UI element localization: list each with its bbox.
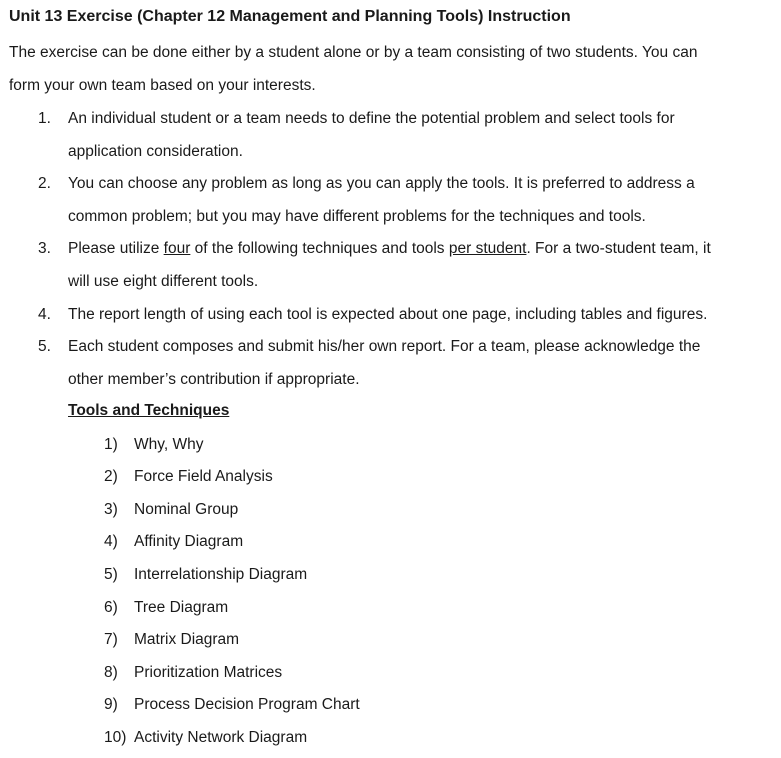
tool-label: Prioritization Matrices <box>134 664 283 681</box>
instruction-text-line-2: other member’s contribution if appropriate. <box>68 371 360 388</box>
tool-number: 3) <box>104 501 118 518</box>
tool-label: Tree Diagram <box>134 599 229 616</box>
tool-label: Matrix Diagram <box>134 631 240 648</box>
tool-label: Nominal Group <box>134 501 239 518</box>
intro-line-2: form your own team based on your interests. <box>9 77 316 94</box>
instruction-number: 2. <box>38 175 51 192</box>
tool-label: Force Field Analysis <box>134 468 273 485</box>
tool-number: 5) <box>104 566 118 583</box>
instruction-text-line-2: common problem; but you may have different problems for the techniques and tools. <box>68 208 646 225</box>
instruction-number: 3. <box>38 240 51 257</box>
instruction-text-line-1: The report length of using each tool is expected about one page, including tables and figures. <box>68 306 708 323</box>
instruction-text-line-2: application consideration. <box>68 143 243 160</box>
tool-label: Affinity Diagram <box>134 533 244 550</box>
instruction-text-segment: Please utilize <box>68 240 164 257</box>
tool-label: Interrelationship Diagram <box>134 566 308 583</box>
instruction-number: 4. <box>38 306 51 323</box>
instruction-number: 5. <box>38 338 51 355</box>
underlined-word-four: four <box>163 240 191 257</box>
instruction-number: 1. <box>38 110 51 127</box>
tool-number: 8) <box>104 664 118 681</box>
instruction-text-line-1 <box>68 240 711 258</box>
document-title: Unit 13 Exercise (Chapter 12 Management and Planning Tools) Instruction <box>9 8 571 25</box>
tool-number: 7) <box>104 631 118 648</box>
tool-label: Activity Network Diagram <box>134 729 308 746</box>
tool-number: 9) <box>104 696 118 713</box>
instruction-text-line-1: An individual student or a team needs to define the potential problem and select tools for <box>68 110 675 127</box>
tool-number: 2) <box>104 468 118 485</box>
tool-label: Process Decision Program Chart <box>134 696 360 713</box>
tools-heading: Tools and Techniques <box>68 402 230 419</box>
instruction-text-line-1: Each student composes and submit his/her own report. For a team, please acknowledge the <box>68 338 701 355</box>
instruction-text-line-2: will use eight different tools. <box>68 273 259 290</box>
tool-number: 4) <box>104 533 118 550</box>
tool-number: 6) <box>104 599 118 616</box>
instruction-text-segment: . For a two-student team, it <box>526 240 711 257</box>
instruction-text-segment: of the following techniques and tools <box>190 240 449 257</box>
tool-label: Why, Why <box>134 436 204 453</box>
tool-number: 10) <box>104 729 127 746</box>
underlined-phrase-per-student: per student <box>448 240 527 257</box>
intro-line-1: The exercise can be done either by a student alone or by a team consisting of two students. You can <box>9 44 698 61</box>
tool-number: 1) <box>104 436 118 453</box>
instruction-text-line-1: You can choose any problem as long as you can apply the tools. It is preferred to address a <box>68 175 695 192</box>
